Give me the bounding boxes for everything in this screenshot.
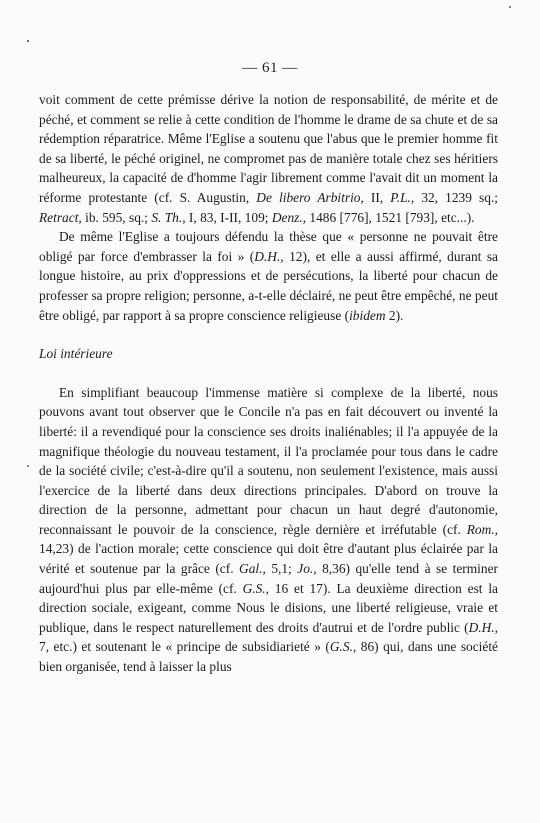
text-run: 5,1; [265,561,298,577]
scan-speck [509,6,511,8]
text-run: 16 et 17). La deuxième direction est la direction sociale, exigeant, comme Nous le disions, une liberté religieuse, vraie et publique, dans le respect naturellement des droits d'autrui et de l'ordre public ( [39,580,498,635]
text-run: I, 83, I-II, 109; [185,209,272,225]
italic-reference: Loi intérieure [39,346,113,362]
text-run: ib. 595, sq.; [81,209,152,225]
text-run: 32, 1239 sq.; [414,189,499,205]
italic-reference: P.L., [390,189,415,205]
paragraph-p3 [39,383,498,677]
italic-reference: De libero Arbitrio, [256,189,364,205]
italic-reference: ibidem [349,307,386,323]
body-text [39,90,498,677]
paragraph-p2 [39,227,498,325]
section-heading [39,344,498,364]
scan-speck [27,40,29,42]
italic-reference: G.S., [242,580,269,596]
italic-reference: D.H., [254,248,284,264]
text-run: 8,36) qu'elle tend à se terminer aujourd'hui plus par elle-même (cf. [39,561,499,596]
scan-speck [27,465,29,467]
text-run: 12), et elle a aussi affirmé, durant sa longue histoire, au prix d'oppressions et de persécutions, la liberté pour chacun de professer sa propre religion; personne, a-t-elle déclairé, ne peut être empêché, ne peut être obligé, par rapport à sa propre conscience religieuse ( [39,248,498,323]
text-run: 2). [385,307,404,323]
text-run: 86) qui, dans une société bien organisée, tend à laisser la plus [39,639,498,675]
italic-reference: Jo., [297,561,317,577]
paragraph-p1 [39,90,498,227]
text-run: De même l'Eglise a toujours défendu la thèse que « personne ne pouvait être obligé par force d'embrasser la foi » ( [39,229,498,264]
italic-reference: Gal., [239,561,266,577]
italic-reference: Rom., [466,521,498,537]
page-number: — 61 — [242,60,298,76]
italic-reference: Denz., [271,209,307,225]
text-run: 7, etc.) et soutenant le « principe de subsidiarieté » ( [39,639,330,655]
italic-reference: G.S., [329,639,357,655]
italic-reference: Retract, [39,209,82,225]
text-run: 14,23) de l'action morale; cette conscience qui doit être d'autant plus éclairée par la vérité et soutenue par la grâce (cf. [39,541,498,577]
italic-reference: D.H., [468,619,498,635]
text-run: II, [363,189,391,205]
text-run: En simplifiant beaucoup l'immense matière si complexe de la liberté, nous pouvons avant tout observer que le Concile n'a pas en fait découvert ou inventé la liberté: il a revendiqué pour la conscience ses droits inaliénables; il l'a appuyée de la magnifique théologie du nouveau testament, il l'a proclamée pour tous dans le cadre de la société civile; c'est-à-dire qu'il a soutenu, non seulement l'existence, mais aussi l'exercice de la liberté dans deux directions principales. D'abord on trouve la direction de la personne, admettant pour chacun un haut degré d'autonomie, reconnaissant le pouvoir de la conscience, règle dernière et irréfutable (cf. [39,384,498,537]
text-run: 1486 [776], 1521 [793], etc...). [306,209,475,225]
text-run: voit comment de cette prémisse dérive la notion de responsabilité, de mérite et de péché, et comment se relie à cette condition de l'homme le drame de sa chute et de sa rédemption réparatrice. Même l'Eglise a soutenu que l'abus que le premier homme fit de sa liberté, le péché originel, ne compromet pas de manière totale chez ses héritiers malheureux, la capacité de d'homme l'agir librement comme l'avait dit un moment la réforme protestante (cf. S. Augustin, [39,92,498,205]
italic-reference: S. Th., [151,209,186,225]
